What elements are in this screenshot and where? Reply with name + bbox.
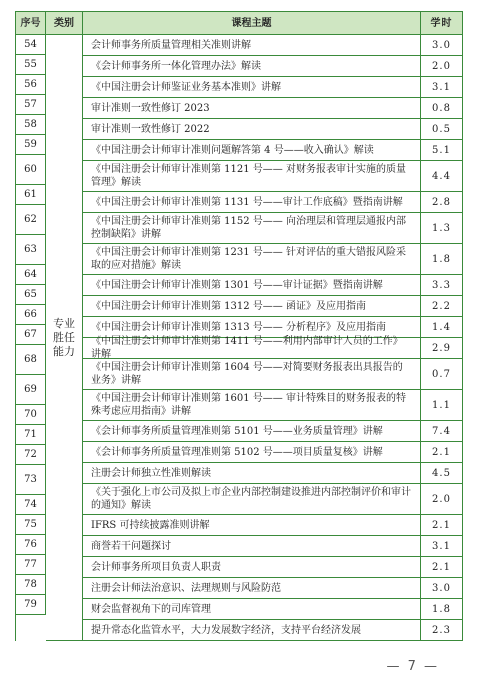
course-topic: 会计师事务所项目负责人职责 (83, 557, 421, 577)
course-topic: 《中国注册会计师审计准则问题解答第 4 号——收入确认》解读 (83, 140, 421, 160)
course-hours: 2.0 (421, 484, 463, 514)
page-number: — 7 — (386, 659, 439, 674)
row-number: 74 (16, 495, 46, 515)
course-hours: 3.0 (421, 578, 463, 598)
num-column (16, 35, 46, 641)
table-row (83, 161, 463, 192)
table-row (83, 463, 463, 484)
table-row (83, 557, 463, 578)
course-hours: 1.8 (421, 599, 463, 619)
header-topic: 课程主题 (83, 12, 421, 34)
table-row (83, 275, 463, 296)
table-row (83, 56, 463, 77)
row-number: 71 (16, 425, 46, 445)
course-topic: 《中国注册会计师审计准则第 1313 号—— 分析程序》及应用指南 (83, 317, 421, 337)
course-topic: 会计师事务所质量管理相关准则讲解 (83, 35, 421, 55)
course-hours: 3.3 (421, 275, 463, 295)
row-number: 65 (16, 285, 46, 305)
course-hours: 3.1 (421, 77, 463, 97)
row-number: 73 (16, 465, 46, 495)
course-hours: 4.5 (421, 463, 463, 483)
table-row (83, 213, 463, 244)
course-hours: 0.8 (421, 98, 463, 118)
course-topic: 《中国注册会计师审计准则第 1601 号—— 审计特殊目的财务报表的特殊考虑应用指南》讲解 (83, 390, 421, 420)
table-row (83, 140, 463, 161)
course-topic: 审计准则一致性修订 2023 (83, 98, 421, 118)
row-number: 78 (16, 575, 46, 595)
category-cell (46, 35, 83, 641)
course-hours: 0.5 (421, 119, 463, 139)
course-hours: 2.1 (421, 442, 463, 462)
course-topic: 《会计师事务所质量管理准则第 5101 号——业务质量管理》讲解 (83, 421, 421, 441)
course-topic: 《中国注册会计师审计准则第 1131 号——审计工作底稿》暨指南讲解 (83, 192, 421, 212)
header-num: 序号 (16, 12, 46, 34)
table-row (83, 338, 463, 359)
table-row (83, 77, 463, 98)
course-table (15, 11, 463, 641)
table-row (83, 620, 463, 641)
table-row (83, 359, 463, 390)
row-number: 79 (16, 595, 46, 615)
row-number: 70 (16, 405, 46, 425)
row-number: 72 (16, 445, 46, 465)
header-category: 类别 (46, 12, 83, 34)
header-hours: 学时 (421, 12, 463, 34)
course-topic: 《中国注册会计师鉴证业务基本准则》讲解 (83, 77, 421, 97)
course-topic: 《中国注册会计师审计准则第 1411 号——利用内部审计人员的工作》讲解 (83, 338, 421, 358)
row-number: 60 (16, 155, 46, 185)
course-topic: 《中国注册会计师审计准则第 1121 号—— 对财务报表审计实施的质量管理》解读 (83, 161, 421, 191)
course-topic: 审计准则一致性修订 2022 (83, 119, 421, 139)
course-hours: 2.3 (421, 620, 463, 640)
course-hours: 2.8 (421, 192, 463, 212)
course-hours: 3.0 (421, 35, 463, 55)
course-topic: 《中国注册会计师审计准则第 1301 号——审计证据》暨指南讲解 (83, 275, 421, 295)
course-hours: 0.7 (421, 359, 463, 389)
course-hours: 1.1 (421, 390, 463, 420)
course-topic: 《中国注册会计师审计准则第 1604 号——对简要财务报表出具报告的业务》讲解 (83, 359, 421, 389)
row-number: 77 (16, 555, 46, 575)
row-number: 63 (16, 235, 46, 265)
course-hours: 1.4 (421, 317, 463, 337)
course-topic: IFRS 可持续披露准则讲解 (83, 515, 421, 535)
course-topic: 注册会计师独立性准则解读 (83, 463, 421, 483)
course-topic: 《会计师事务所一体化管理办法》解读 (83, 56, 421, 76)
row-number: 75 (16, 515, 46, 535)
table-header (16, 12, 463, 35)
row-number: 56 (16, 75, 46, 95)
row-number: 64 (16, 265, 46, 285)
table-row (83, 578, 463, 599)
row-number: 68 (16, 345, 46, 375)
course-topic: 《中国注册会计师审计准则第 1231 号—— 针对评估的重大错报风险采取的应对措施》解读 (83, 244, 421, 274)
course-hours: 2.0 (421, 56, 463, 76)
course-hours: 7.4 (421, 421, 463, 441)
category-label: 专业胜任能力 (53, 316, 75, 358)
row-number: 69 (16, 375, 46, 405)
row-number: 54 (16, 35, 46, 55)
table-row (83, 484, 463, 515)
table-row (83, 421, 463, 442)
course-topic: 财会监督视角下的司库管理 (83, 599, 421, 619)
table-row (83, 515, 463, 536)
row-number: 55 (16, 55, 46, 75)
row-number: 62 (16, 205, 46, 235)
table-row (83, 296, 463, 317)
course-topic: 《中国注册会计师审计准则第 1152 号—— 向治理层和管理层通报内部控制缺陷》讲解 (83, 213, 421, 243)
course-hours: 1.8 (421, 244, 463, 274)
row-number: 61 (16, 185, 46, 205)
row-number: 58 (16, 115, 46, 135)
topic-hours-column (83, 35, 463, 641)
course-hours: 3.1 (421, 536, 463, 556)
table-row (83, 119, 463, 140)
course-hours: 5.1 (421, 140, 463, 160)
table-row (83, 192, 463, 213)
table-row (83, 536, 463, 557)
row-number: 66 (16, 305, 46, 325)
row-number: 57 (16, 95, 46, 115)
row-number: 67 (16, 325, 46, 345)
table-row (83, 599, 463, 620)
table-row (83, 244, 463, 275)
course-topic: 《关于强化上市公司及拟上市企业内部控制建设推进内部控制评价和审计的通知》解读 (83, 484, 421, 514)
course-hours: 2.1 (421, 557, 463, 577)
table-row (83, 98, 463, 119)
row-number: 59 (16, 135, 46, 155)
course-hours: 2.9 (421, 338, 463, 358)
table-row (83, 390, 463, 421)
course-hours: 2.2 (421, 296, 463, 316)
table-body (16, 35, 463, 641)
course-topic: 商誉若干问题探讨 (83, 536, 421, 556)
course-hours: 2.1 (421, 515, 463, 535)
table-row (83, 35, 463, 56)
course-hours: 1.3 (421, 213, 463, 243)
course-topic: 提升常态化监管水平，大力发展数字经济，支持平台经济发展 (83, 620, 421, 640)
course-topic: 注册会计师法治意识、法理规则与风险防范 (83, 578, 421, 598)
course-hours: 4.4 (421, 161, 463, 191)
course-topic: 《会计师事务所质量管理准则第 5102 号——项目质量复核》讲解 (83, 442, 421, 462)
row-number: 76 (16, 535, 46, 555)
course-topic: 《中国注册会计师审计准则第 1312 号—— 函证》及应用指南 (83, 296, 421, 316)
table-row (83, 442, 463, 463)
